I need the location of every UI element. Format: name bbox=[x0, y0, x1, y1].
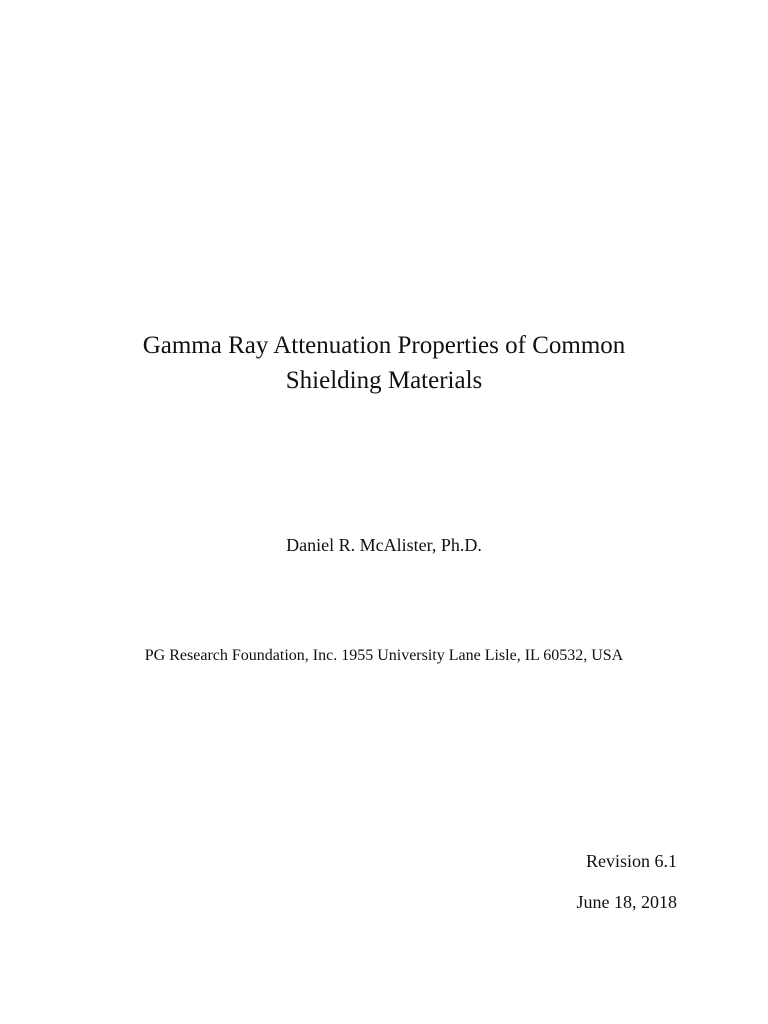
document-title-line-2: Shielding Materials bbox=[285, 367, 483, 394]
revision-label: Revision 6.1 bbox=[585, 851, 677, 871]
document-title bbox=[0, 328, 768, 398]
document-title-line-1: Gamma Ray Attenuation Properties of Common bbox=[142, 332, 626, 359]
author-affiliation: PG Research Foundation, Inc. 1955 University Lane Lisle, IL 60532, USA bbox=[144, 647, 624, 664]
author-name: Daniel R. McAlister, Ph.D. bbox=[286, 535, 482, 555]
publication-date: June 18, 2018 bbox=[576, 892, 677, 912]
